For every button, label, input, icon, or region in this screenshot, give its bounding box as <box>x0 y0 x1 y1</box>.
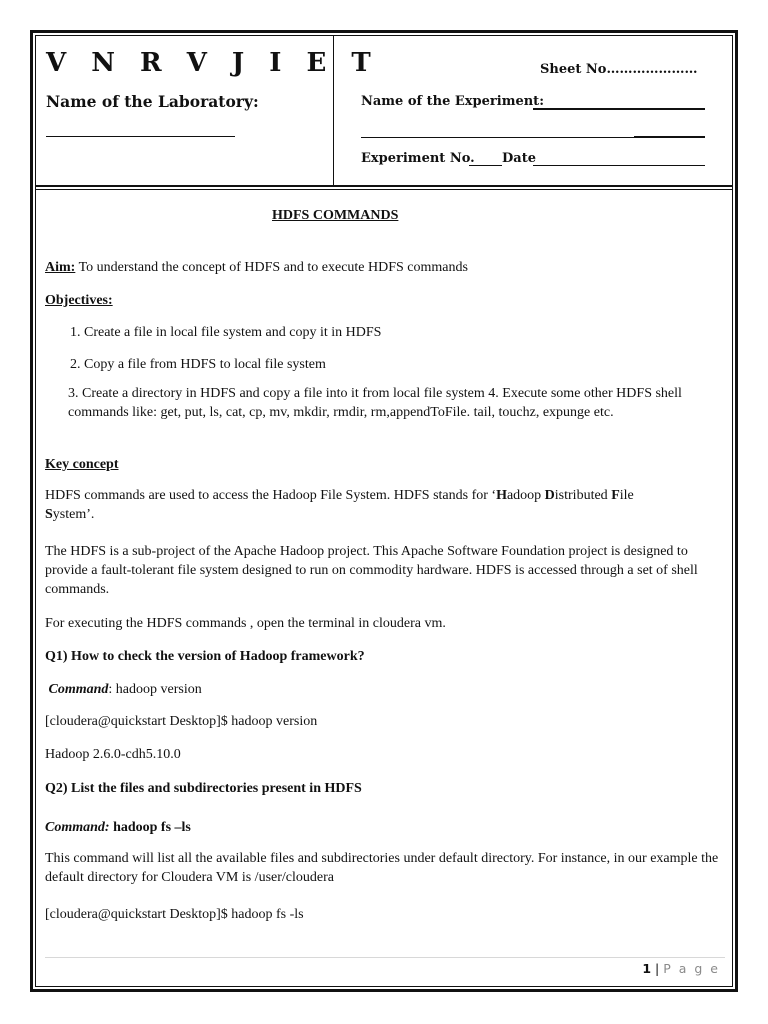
question-1: Q1) How to check the version of Hadoop framework? <box>45 649 365 664</box>
experiment-no-blank <box>469 165 502 166</box>
objective-item: 2. Copy a file from HDFS to local file system <box>70 357 326 372</box>
key-concept-paragraph-1: HDFS commands are used to access the Hadoop File System. HDFS stands for ‘Hadoop Distributed File System’. <box>45 488 634 522</box>
date-blank <box>533 165 705 166</box>
sheet-no: Sheet No………………… <box>540 62 698 77</box>
page-word: P a g e <box>663 961 720 976</box>
institute-name: V N R V J I E T <box>46 48 379 78</box>
key-concept-heading: Key concept <box>45 457 119 472</box>
lab-name-blank <box>46 136 235 137</box>
page-number: 1 <box>642 961 652 976</box>
q1-command: Command: hadoop version <box>48 682 202 697</box>
experiment-name-blank-2 <box>361 137 705 138</box>
q2-terminal-prompt: [cloudera@quickstart Desktop]$ hadoop fs -ls <box>45 907 304 922</box>
aim-label: Aim: <box>45 260 76 275</box>
objective-item: 3. Create a directory in HDFS and copy a file into it from local file system 4. Execute some other HDFS shell commands like: get, put, ls, cat, cp, mv, mkdir, rmdir, rm,appendToFile. tail, touchz, expunge etc. <box>68 386 682 420</box>
aim-line <box>45 258 468 277</box>
experiment-no-label: Experiment No. <box>361 151 475 166</box>
experiment-name-blank <box>533 108 705 110</box>
question-2: Q2) List the files and subdirectories present in HDFS <box>45 781 362 796</box>
q2-command: Command: hadoop fs –ls <box>45 820 191 835</box>
page-footer: 1 | P a g e <box>642 961 720 976</box>
q2-description: This command will list all the available files and subdirectories under default directory. For instance, in our example the default directory for Cloudera VM is /user/cloudera <box>45 851 719 885</box>
date-label: Date <box>502 151 536 166</box>
objectives-heading: Objectives: <box>45 293 113 308</box>
document-title: HDFS COMMANDS <box>272 208 399 223</box>
lab-name-label: Name of the Laboratory: <box>46 92 259 111</box>
experiment-name-blank-3 <box>634 136 705 137</box>
footer-rule <box>45 957 725 958</box>
key-concept-paragraph-2: The HDFS is a sub-project of the Apache Hadoop project. This Apache Software Foundation project is designed to provide a fault-tolerant file system designed to run on commodity hardware. HDFS is accessed through a set of shell commands. <box>45 544 698 597</box>
q1-terminal-prompt: [cloudera@quickstart Desktop]$ hadoop version <box>45 714 318 729</box>
aim-text: To understand the concept of HDFS and to execute HDFS commands <box>75 260 468 275</box>
header-bottom-rule <box>35 185 733 187</box>
q1-output: Hadoop 2.6.0-cdh5.10.0 <box>45 747 181 762</box>
objective-item: 1. Create a file in local file system and copy it in HDFS <box>70 325 382 340</box>
experiment-name-label: Name of the Experiment: <box>361 94 544 109</box>
header-bottom-rule-thin <box>35 189 733 190</box>
key-concept-paragraph-3: For executing the HDFS commands , open the terminal in cloudera vm. <box>45 616 446 631</box>
